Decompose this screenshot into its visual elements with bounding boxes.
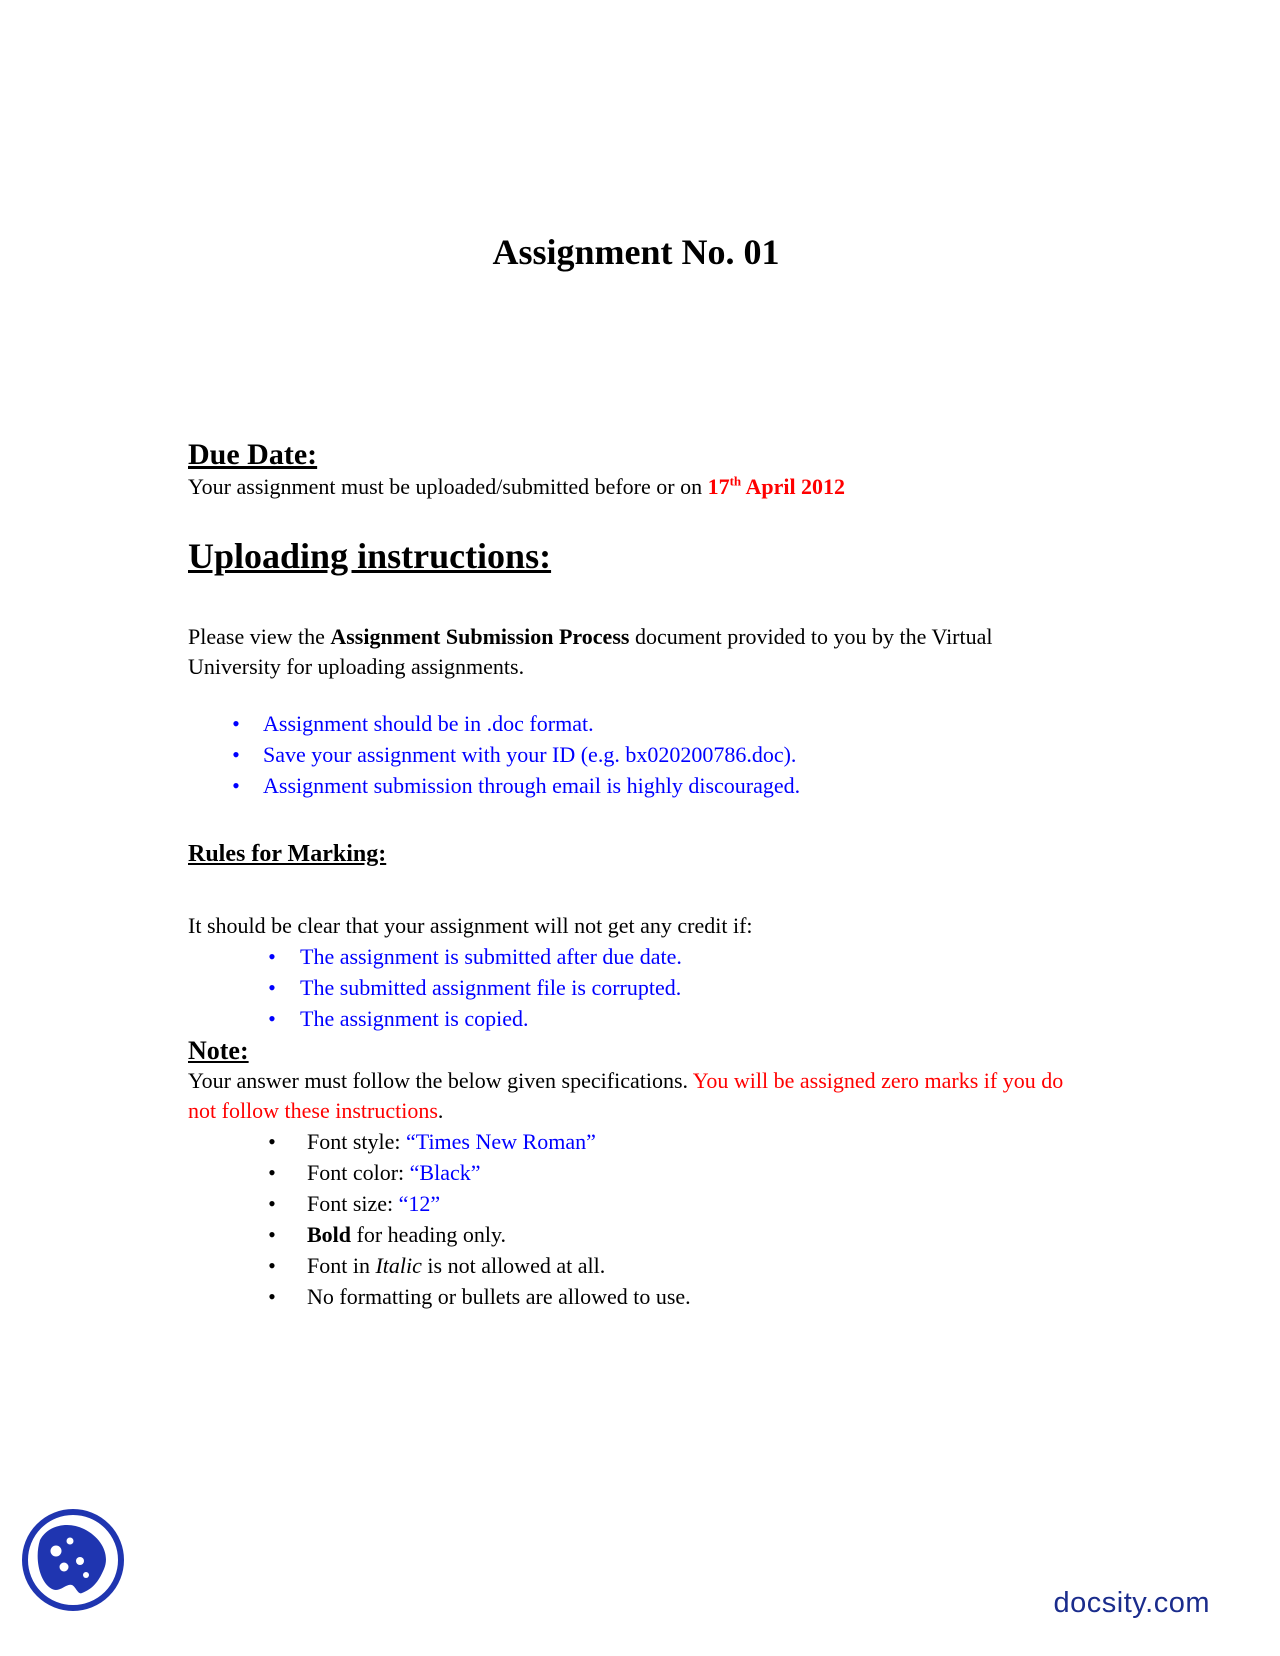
- bullet-icon: •: [268, 1006, 276, 1031]
- specifications-text: Your answer must follow the below given specifications.: [188, 1068, 693, 1093]
- paragraph-text-start: Please view the: [188, 624, 331, 649]
- document-body: [188, 438, 1068, 1312]
- list-item: [188, 1157, 1068, 1188]
- rules-for-marking-heading: Rules for Marking:: [188, 841, 387, 867]
- due-date-day: 17: [707, 474, 730, 499]
- uploading-instructions-heading: Uploading instructions:: [188, 536, 552, 576]
- list-item-text: Save your assignment with your ID (e.g. bx020200786.doc).: [263, 742, 797, 767]
- list-item-text: The submitted assignment file is corrupted.: [300, 975, 682, 1000]
- list-item-text: The assignment is submitted after due date.: [300, 944, 682, 969]
- due-date-day-suffix: th: [729, 473, 742, 489]
- bullet-icon: •: [232, 711, 240, 736]
- list-item: [188, 1281, 1068, 1312]
- list-item: [188, 1188, 1068, 1219]
- docsity-logo-icon[interactable]: [18, 1505, 128, 1615]
- bullet-icon: •: [232, 742, 240, 767]
- list-item-text: The assignment is copied.: [300, 1006, 529, 1031]
- bullet-icon: •: [268, 1222, 276, 1247]
- list-item: [188, 770, 1068, 801]
- docsity-brand-link[interactable]: docsity.com: [1053, 1587, 1210, 1619]
- italic-rule-start: Font in: [307, 1253, 376, 1278]
- submission-process-doc-name: Assignment Submission Process: [330, 624, 630, 649]
- italic-rule-end: is not allowed at all.: [421, 1253, 606, 1278]
- upload-bullet-list: [188, 708, 1068, 801]
- list-item-text: Assignment submission through email is highly discouraged.: [263, 773, 801, 798]
- rules-bullet-list: [188, 941, 1068, 1034]
- font-color-value: “Black”: [409, 1160, 481, 1185]
- paragraph-text-end: document provided to you by the Virtual University for uploading assignments.: [188, 624, 993, 679]
- rules-intro: It should be clear that your assignment will not get any credit if:: [188, 913, 753, 938]
- bullet-icon: •: [268, 1160, 276, 1185]
- bullet-icon: •: [268, 1191, 276, 1216]
- font-style-label: Font style:: [307, 1129, 407, 1154]
- bullet-icon: •: [268, 1284, 276, 1309]
- bold-word: Bold: [307, 1222, 352, 1247]
- due-date-line: [188, 472, 1068, 502]
- due-date-heading: Due Date:: [188, 438, 318, 471]
- no-formatting-rule: No formatting or bullets are allowed to use.: [307, 1284, 691, 1309]
- bold-rule-text: for heading only.: [351, 1222, 507, 1247]
- list-item: [188, 739, 1068, 770]
- list-item: [188, 1250, 1068, 1281]
- bullet-icon: •: [268, 1129, 276, 1154]
- list-item: [188, 941, 1068, 972]
- zero-marks-warning: You will be assigned zero marks if you do not follow these instructions: [188, 1068, 1064, 1123]
- list-item: [188, 1219, 1068, 1250]
- note-heading: Note:: [188, 1036, 249, 1065]
- bullet-icon: •: [268, 975, 276, 1000]
- specifications-end: .: [437, 1098, 444, 1123]
- list-item: [188, 1126, 1068, 1157]
- font-style-value: “Times New Roman”: [406, 1129, 596, 1154]
- list-item: [188, 708, 1068, 739]
- font-size-value: “12”: [398, 1191, 441, 1216]
- specifications-paragraph: [188, 1066, 1068, 1126]
- specifications-bullet-list: [188, 1126, 1068, 1312]
- due-date-value: [708, 474, 845, 499]
- due-date-text: Your assignment must be uploaded/submitted before or on: [188, 474, 708, 499]
- document-title: Assignment No. 01: [492, 232, 780, 272]
- uploading-instructions-paragraph: [188, 622, 1068, 682]
- font-color-label: Font color:: [307, 1160, 410, 1185]
- list-item: [188, 972, 1068, 1003]
- italic-word: Italic: [375, 1253, 422, 1278]
- due-date-month-year: April 2012: [741, 474, 846, 499]
- bullet-icon: •: [268, 1253, 276, 1278]
- list-item-text: Assignment should be in .doc format.: [263, 711, 594, 736]
- bullet-icon: •: [268, 944, 276, 969]
- list-item: [188, 1003, 1068, 1034]
- font-size-label: Font size:: [307, 1191, 399, 1216]
- bullet-icon: •: [232, 773, 240, 798]
